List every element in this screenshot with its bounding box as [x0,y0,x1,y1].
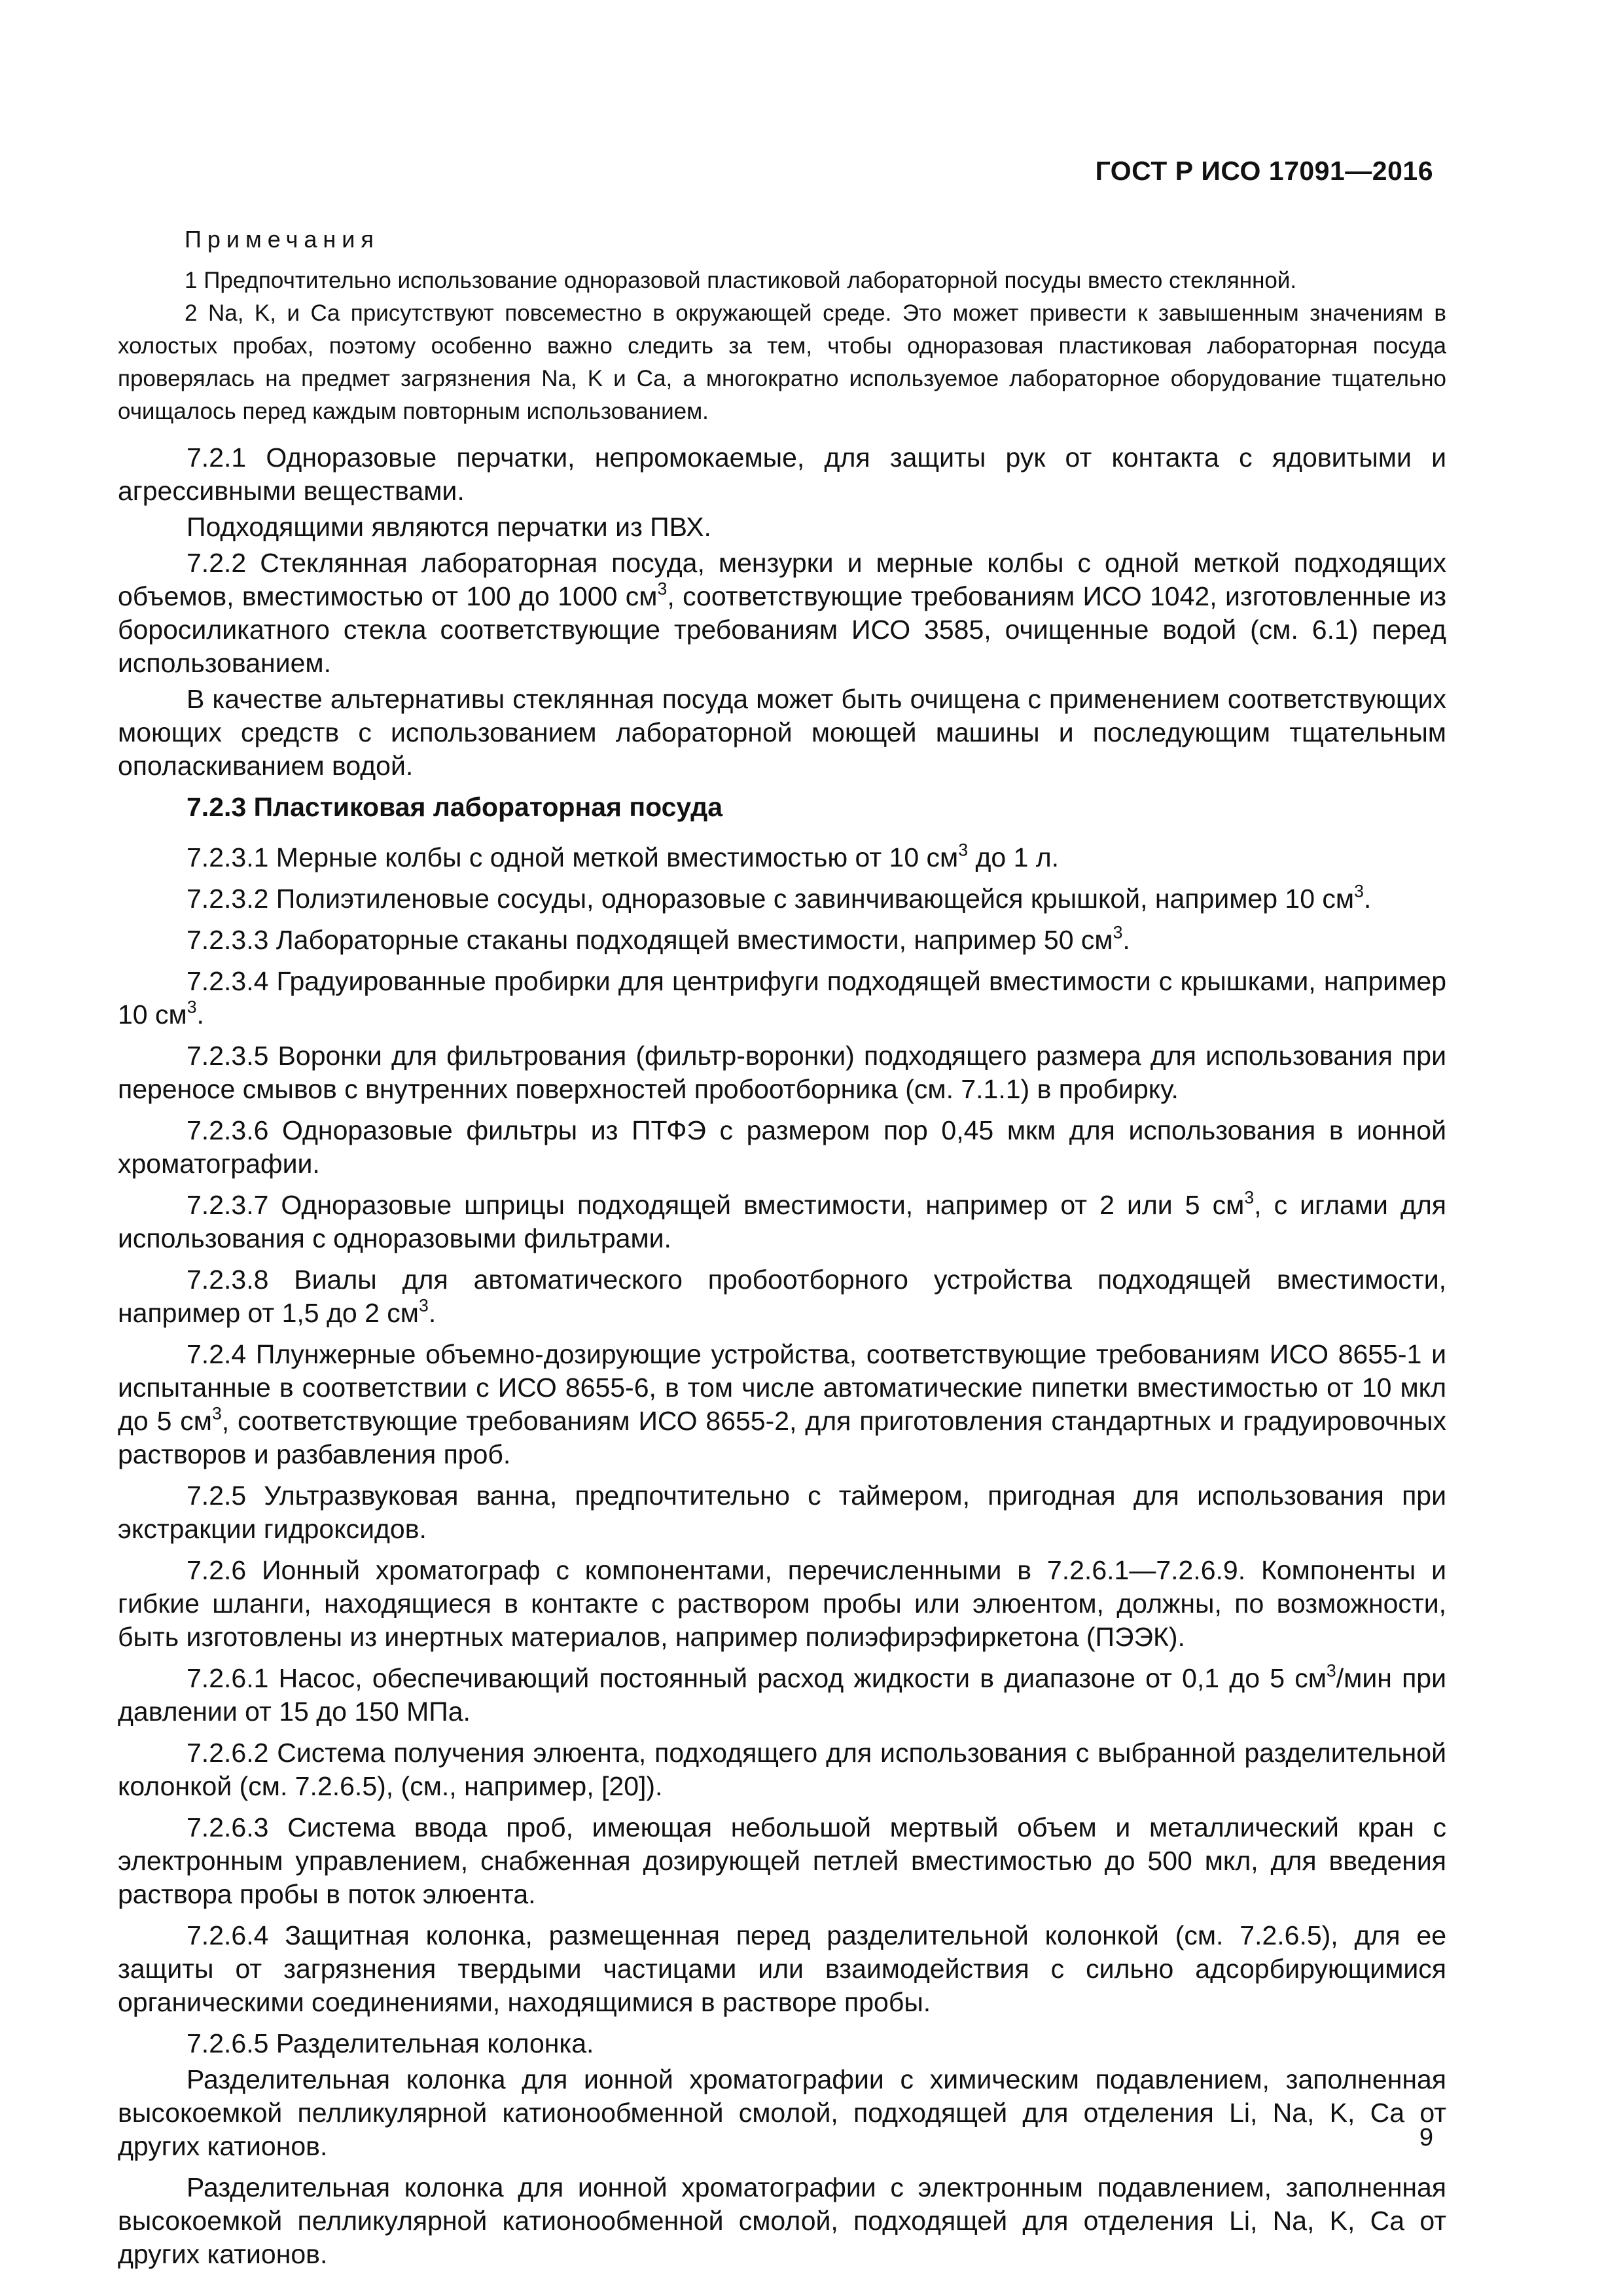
superscript-3: 3 [187,997,197,1017]
note-item-1: 1 Предпочтительно использование одноразовой пластиковой лабораторной посуды вместо стеклянной. [185,268,1297,293]
paragraph-7-2-3-7: 7.2.3.7 Одноразовые шприцы подходящей вместимости, например от 2 или 5 $см^3$, с иглами для использования с одноразовыми фильтрами. [118,1187,1447,1253]
paragraph-7-2-6-5: 7.2.6.5 Разделительная колонка. [187,2028,594,2058]
notes-title: Примечания [185,226,380,253]
paragraph-7-2-1-pvc: Подходящими являются перчатки из ПВХ. [187,512,711,542]
superscript-3: 3 [419,1295,429,1316]
paragraph-7-2-2: 7.2.2 Стеклянная лабораторная посуда, мензурки и мерные колбы с одной меткой подходящих объемов, вместимостью от 100 до 1000 $см^3$, соответствующие требованиям ИСО 1042, изготовленные из боросиликатного стекла соответствующие требованиям ИСО 3585, очищенные водой (см. 6.1) перед использованием. [118,548,1446,678]
notes-block [118,223,1446,428]
paragraph-7-2-6: 7.2.6 Ионный хроматограф с компонентами, перечисленными в 7.2.6.1—7.2.6.9. Компоненты и гибкие шланги, находящиеся в контакте с раствором пробы или элюентом, должны, по возможности, быть изготовлены из инертных материалов, например полиэфирэфиркетона (ПЭЭК). [118,1555,1446,1652]
document-code-header: ГОСТ Р ИСО 17091—2016 [1095,156,1433,186]
paragraph-7-2-2-alternative: В качестве альтернативы стеклянная посуда может быть очищена с применением соответствующих моющих средств с использованием лабораторной моющей машины и последующим тщательным ополаскиванием водой. [118,684,1446,781]
paragraph-7-2-3-8: 7.2.3.8 Виалы для автоматического пробоотборного устройства подходящей вместимости, например от 1,5 до 2 $см^3$. [118,1265,1446,1328]
note-item-2: 2 Na, K, и Ca присутствуют повсеместно в окружающей среде. Это может привести к завышенным значениям в холостых пробах, поэтому особенно важно следить за тем, чтобы одноразовая пластиковая лабораторная посуда проверялась на предмет загрязнения Na, K и Ca, а многократно используемое лабораторное оборудование тщательно очищалось перед каждым повторным использованием. [118,300,1446,424]
superscript-3: 3 [1244,1187,1255,1208]
paragraph-7-2-3-2: 7.2.3.2 Полиэтиленовые сосуды, одноразовые с завинчивающейся крышкой, например 10 $см^3$. [187,881,1372,914]
page-number: 9 [1419,2124,1433,2151]
paragraph-7-2-5: 7.2.5 Ультразвуковая ванна, предпочтительно с таймером, пригодная для использования при экстракции гидроксидов. [118,1480,1446,1544]
superscript-3: 3 [1326,1660,1336,1681]
heading-7-2-3: 7.2.3 Пластиковая лабораторная посуда [187,792,723,822]
superscript-3: 3 [958,840,969,860]
paragraph-7-2-3-3: 7.2.3.3 Лабораторные стаканы подходящей вместимости, например 50 $см^3$. [187,922,1130,955]
paragraph-7-2-3-5: 7.2.3.5 Воронки для фильтрования (фильтр-воронки) подходящего размера для использования при переносе смывов с внутренних поверхностей пробоотборника (см. 7.1.1) в пробирку. [118,1041,1446,1104]
superscript-3: 3 [657,579,668,599]
paragraph-7-2-6-1: 7.2.6.1 Насос, обеспечивающий постоянный расход жидкости в диапазоне от 0,1 до 5 $см^3$/мин при давлении от 15 до 150 МПа. [118,1660,1446,1727]
paragraph-7-2-6-5-electronic: Разделительная колонка для ионной хроматографии с электронным подавлением, заполненная высокоемкой пелликулярной катионообменной смолой, подходящей для отделения Li, Na, K, Ca от других катионов. [118,2172,1446,2269]
paragraph-7-2-3-1: 7.2.3.1 Мерные колбы с одной меткой вместимостью от 10 $см^3$ до 1 л. [187,840,1060,872]
paragraph-7-2-6-2: 7.2.6.2 Система получения элюента, подходящего для использования с выбранной разделительной колонкой (см. 7.2.6.5), (см., например, [20]). [118,1738,1446,1801]
paragraph-7-2-3-6: 7.2.3.6 Одноразовые фильтры из ПТФЭ с размером пор 0,45 мкм для использования в ионной хроматографии. [118,1115,1446,1179]
paragraph-7-2-6-4: 7.2.6.4 Защитная колонка, размещенная перед разделительной колонкой (см. 7.2.6.5), для ее защиты от загрязнения твердыми частицами или взаимодействия с сильно адсорбирующимися органическими соединениями, находящимися в растворе пробы. [118,1920,1446,2017]
paragraph-7-2-3-4: 7.2.3.4 Градуированные пробирки для центрифуги подходящей вместимости с крышками, например 10 $см^3$. [118,966,1446,1030]
paragraph-7-2-6-3: 7.2.6.3 Система ввода проб, имеющая небольшой мертвый объем и металлический кран с электронным управлением, снабженная дозирующей петлей вместимостью до 500 мкл, для введения раствора пробы в поток элюента. [118,1812,1446,1909]
paragraph-7-2-1: 7.2.1 Одноразовые перчатки, непромокаемые, для защиты рук от контакта с ядовитыми и агрессивными веществами. [118,442,1446,506]
page-body [118,223,1446,2279]
superscript-3: 3 [1113,922,1123,942]
superscript-3: 3 [1354,881,1364,901]
superscript-3: 3 [211,1403,222,1424]
paragraph-7-2-4: 7.2.4 Плунжерные объемно-дозирующие устройства, соответствующие требованиям ИСО 8655-1 и испытанные в соответствии с ИСО 8655-6, в том числе автоматические пипетки вместимостью от 10 мкл до 5 $см^3$, соответствующие требованиям ИСО 8655-2, для приготовления стандартных и градуировочных растворов и разбавления проб. [118,1339,1447,1469]
paragraph-7-2-6-5-chemical: Разделительная колонка для ионной хроматографии с химическим подавлением, заполненная высокоемкой пелликулярной катионообменной смолой, подходящей для отделения Li, Na, K, Ca от других катионов. [118,2064,1446,2161]
